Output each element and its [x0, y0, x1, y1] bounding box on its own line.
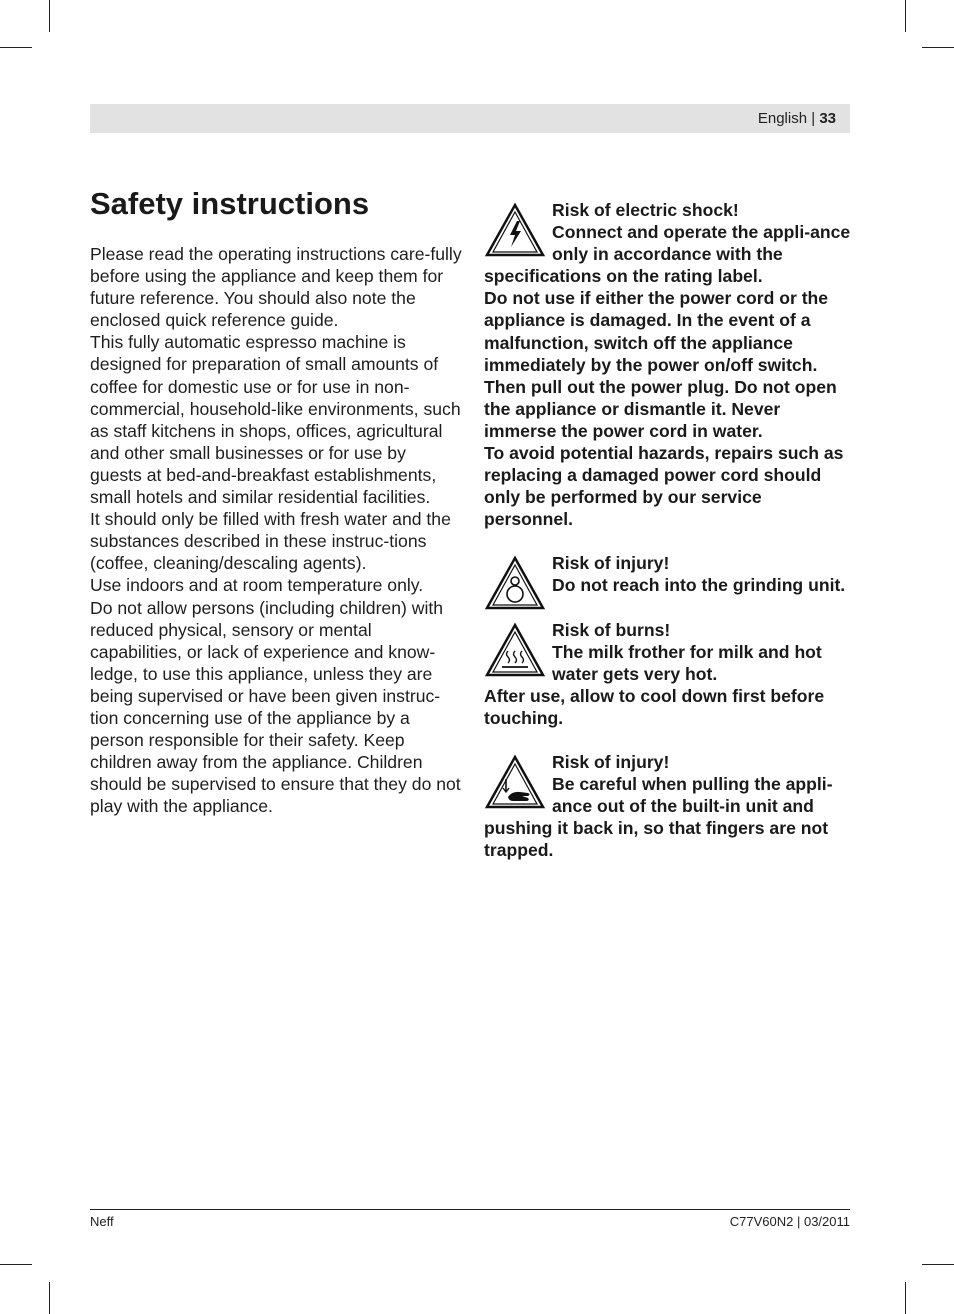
warning-text: Do not reach into the grinding unit.: [552, 575, 846, 596]
warning-heading: Risk of burns!: [552, 620, 671, 640]
warning-electric-shock: [484, 199, 854, 530]
intro-paragraph: Do not allow persons (including children) with reduced physical, sensory or mental capabilities, or lack of experience and know-ledge, to use this appliance, unless they are being supervised or have been given instruc-tion concerning use of the appliance by a person responsible for their safety. Keep children away from the appliance. Children should be supervised to ensure that they do not play with the appliance.: [90, 597, 461, 817]
hot-surface-icon: [484, 621, 546, 679]
crop-mark: [905, 0, 906, 32]
crop-mark: [922, 1264, 954, 1265]
intro-paragraph: Please read the operating instructions care-fully before using the appliance and keep them for future reference. You should also note the enclosed quick reference guide.: [90, 244, 462, 331]
crop-mark: [49, 0, 50, 32]
warning-text: Do not use if either the power cord or the appliance is damaged. In the event of a malfunction, switch off the appliance immediately by the power on/off switch. Then pull out the power plug. Do not open the appliance or dismantle it. Never immerse the power cord in water.: [484, 288, 837, 441]
footer-brand: Neff: [90, 1214, 114, 1229]
warning-grinder: [484, 552, 854, 612]
warning-text: After use, allow to cool down first before touching.: [484, 686, 825, 729]
intro-paragraph: Use indoors and at room temperature only.: [90, 575, 424, 596]
crop-mark: [922, 47, 954, 48]
warning-heading: Risk of injury!: [552, 553, 670, 573]
intro-paragraph: This fully automatic espresso machine is designed for preparation of small amounts of coffee for domestic use or for use in non-commercial, household-like environments, such as staff kitchens in shops, offices, agricultural and other small businesses or for use by guests at bed-and-breakfast establishments, small hotels and similar residential facilities.: [90, 332, 461, 508]
header-language: English: [757, 110, 808, 127]
electric-shock-icon: [484, 201, 546, 259]
warning-text: To avoid potential hazards, repairs such as replacing a damaged power cord should only be performed by our service personnel.: [484, 443, 844, 530]
footer-rule: [90, 1209, 850, 1210]
warning-hand-crush: [484, 751, 854, 861]
crop-mark: [905, 1282, 906, 1314]
crop-mark: [0, 47, 32, 48]
page-number: 33: [819, 110, 836, 127]
warning-burns: [484, 619, 854, 729]
crop-mark: [49, 1282, 50, 1314]
warning-heading: Risk of electric shock!: [552, 200, 739, 220]
page-title: Safety instructions: [90, 186, 370, 221]
crop-mark: [0, 1264, 32, 1265]
grinder-injury-icon: [484, 554, 546, 612]
header-text: [758, 110, 836, 127]
warning-text: Connect and operate the appli-ance only in accordance with the specifications on the rating label.: [484, 222, 851, 287]
footer-model-date: C77V60N2 | 03/2011: [729, 1214, 850, 1229]
warning-heading: Risk of injury!: [552, 752, 670, 772]
hand-crush-icon: [484, 753, 546, 811]
warning-text: The milk frother for milk and hot water gets very hot.: [552, 642, 822, 685]
intro-text: [90, 243, 462, 817]
intro-paragraph: It should only be filled with fresh water and the substances described in these instruc-tions (coffee, cleaning/descaling agents).: [90, 509, 451, 574]
warning-text: Be careful when pulling the appli-ance out of the built-in unit and pushing it back in, so that fingers are not trapped.: [484, 774, 833, 861]
page-header: [90, 104, 850, 133]
header-separator: |: [811, 110, 816, 127]
